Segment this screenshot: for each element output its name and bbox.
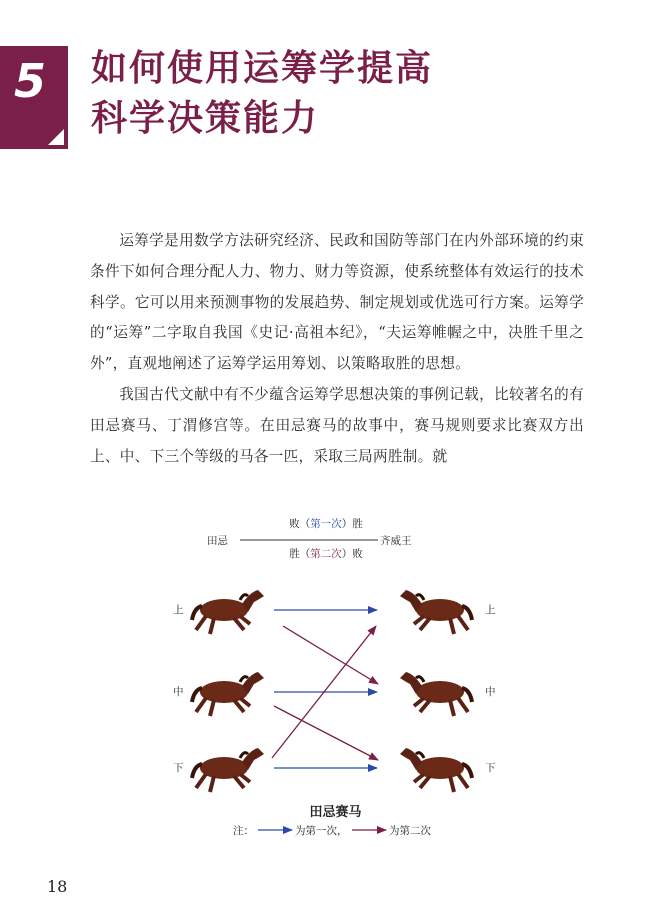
level-label-right-mid: 中 <box>485 686 496 698</box>
result-bottom: 胜（第二次）败 <box>289 548 363 560</box>
result-top: 败（第一次）胜 <box>289 518 363 530</box>
page-number: 18 <box>47 877 68 896</box>
level-label-left-mid: 中 <box>173 686 184 698</box>
horse-right-icon <box>400 590 472 634</box>
level-label-left-top: 上 <box>173 604 184 616</box>
legend-second-label: 为第二次 <box>389 825 431 837</box>
horse-right-icon <box>400 748 472 792</box>
legend-first-label: 为第一次， <box>295 825 348 837</box>
right-party-label: 齐威王 <box>380 535 412 547</box>
section-number: 5 <box>14 54 47 108</box>
arrow-second-top-to-mid <box>283 626 378 684</box>
paragraph-2: 我国古代文献中有不少蕴含运筹学思想决策的事例记载，比较著名的有田忌赛马、丁渭修宫等。在田忌赛马的故事中，赛马规则要求比赛双方出上、中、下三个等级的马各一匹，采取三局两胜制。就 <box>90 385 584 465</box>
horse-left-icon <box>192 590 264 634</box>
title-line-1: 如何使用运筹学提高 <box>91 48 434 89</box>
paragraph-1: 运筹学是用数学方法研究经济、民政和国防等部门在内外部环境的约束条件下如何合理分配人力、物力、财力等资源，使系统整体有效运行的技术科学。它可以用来预测事物的发展趋势、制定规划或优选可行方案。运筹学的“运筹”二字取自我国《史记·高祖本纪》，“夫运筹帷幄之中，决胜千里之外”，直观地阐述了运筹学运用筹划、以策略取胜的思想。 <box>90 232 584 373</box>
arrow-second-mid-to-bottom <box>274 706 378 760</box>
figure-caption: 田忌赛马 <box>309 805 362 820</box>
level-label-right-top: 上 <box>485 604 496 616</box>
left-party-label: 田忌 <box>207 535 228 547</box>
level-label-left-bottom: 下 <box>173 762 184 774</box>
level-label-right-bottom: 下 <box>485 762 496 774</box>
title-line-2: 科学决策能力 <box>91 98 320 139</box>
horse-left-icon <box>192 748 264 792</box>
horse-right-icon <box>400 672 472 716</box>
legend-prefix: 注： <box>233 825 254 837</box>
horse-left-icon <box>192 672 264 716</box>
